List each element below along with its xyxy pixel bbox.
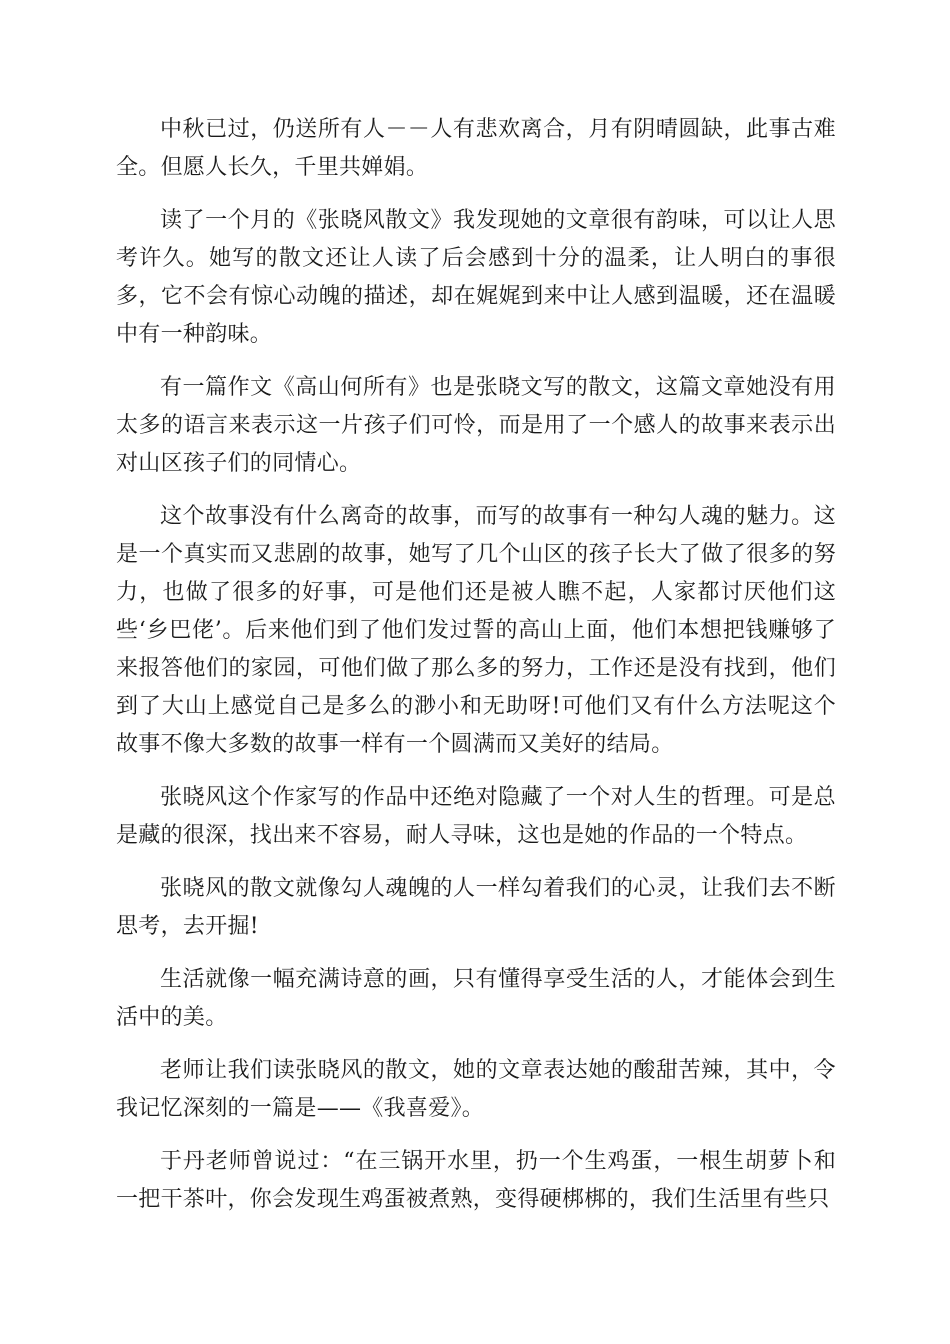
- paragraph: 读了一个月的《张晓风散文》我发现她的文章很有韵味，可以让人思考许久。她写的散文还让人读了后会感到十分的温柔，让人明白的事很多，它不会有惊心动魄的描述，却在娓娓到来中让人感到温暖，还在温暖中有一种韵味。: [116, 208, 836, 347]
- paragraph: 张晓风的散文就像勾人魂魄的人一样勾着我们的心灵，让我们去不断思考，去开掘!: [116, 876, 836, 939]
- paragraph: 中秋已过，仍送所有人－－人有悲欢离合，月有阴晴圆缺，此事古难全。但愿人长久，千里共婵娟。: [116, 117, 836, 180]
- paragraph: 有一篇作文《高山何所有》也是张晓文写的散文，这篇文章她没有用太多的语言来表示这一片孩子们可怜，而是用了一个感人的故事来表示出对山区孩子们的同情心。: [116, 375, 836, 476]
- paragraph: 张晓风这个作家写的作品中还绝对隐藏了一个对人生的哲理。可是总是藏的很深，找出来不容易，耐人寻味，这也是她的作品的一个特点。: [116, 785, 836, 848]
- document-body: [116, 111, 836, 1234]
- paragraph: 生活就像一幅充满诗意的画，只有懂得享受生活的人，才能体会到生活中的美。: [116, 967, 836, 1030]
- paragraph: 老师让我们读张晓风的散文，她的文章表达她的酸甜苦辣，其中，令我记忆深刻的一篇是——《我喜爱》。: [116, 1058, 836, 1121]
- paragraph: 于丹老师曾说过：“在三锅开水里，扔一个生鸡蛋，一根生胡萝卜和一把干茶叶，你会发现生鸡蛋被煮熟，变得硬梆梆的，我们生活里有些只: [116, 1149, 836, 1212]
- paragraph: 这个故事没有什么离奇的故事，而写的故事有一种勾人魂的魅力。这是一个真实而又悲剧的故事，她写了几个山区的孩子长大了做了很多的努力，也做了很多的好事，可是他们还是被人瞧不起，人家都讨厌他们这些‘乡巴佬’。后来他们到了他们发过誓的高山上面，他们本想把钱赚够了来报答他们的家园，可他们做了那么多的努力，工作还是没有找到，他们到了大山上感觉自己是多么的渺小和无助呀!可他们又有什么方法呢这个故事不像大多数的故事一样有一个圆满而又美好的结局。: [116, 504, 836, 757]
